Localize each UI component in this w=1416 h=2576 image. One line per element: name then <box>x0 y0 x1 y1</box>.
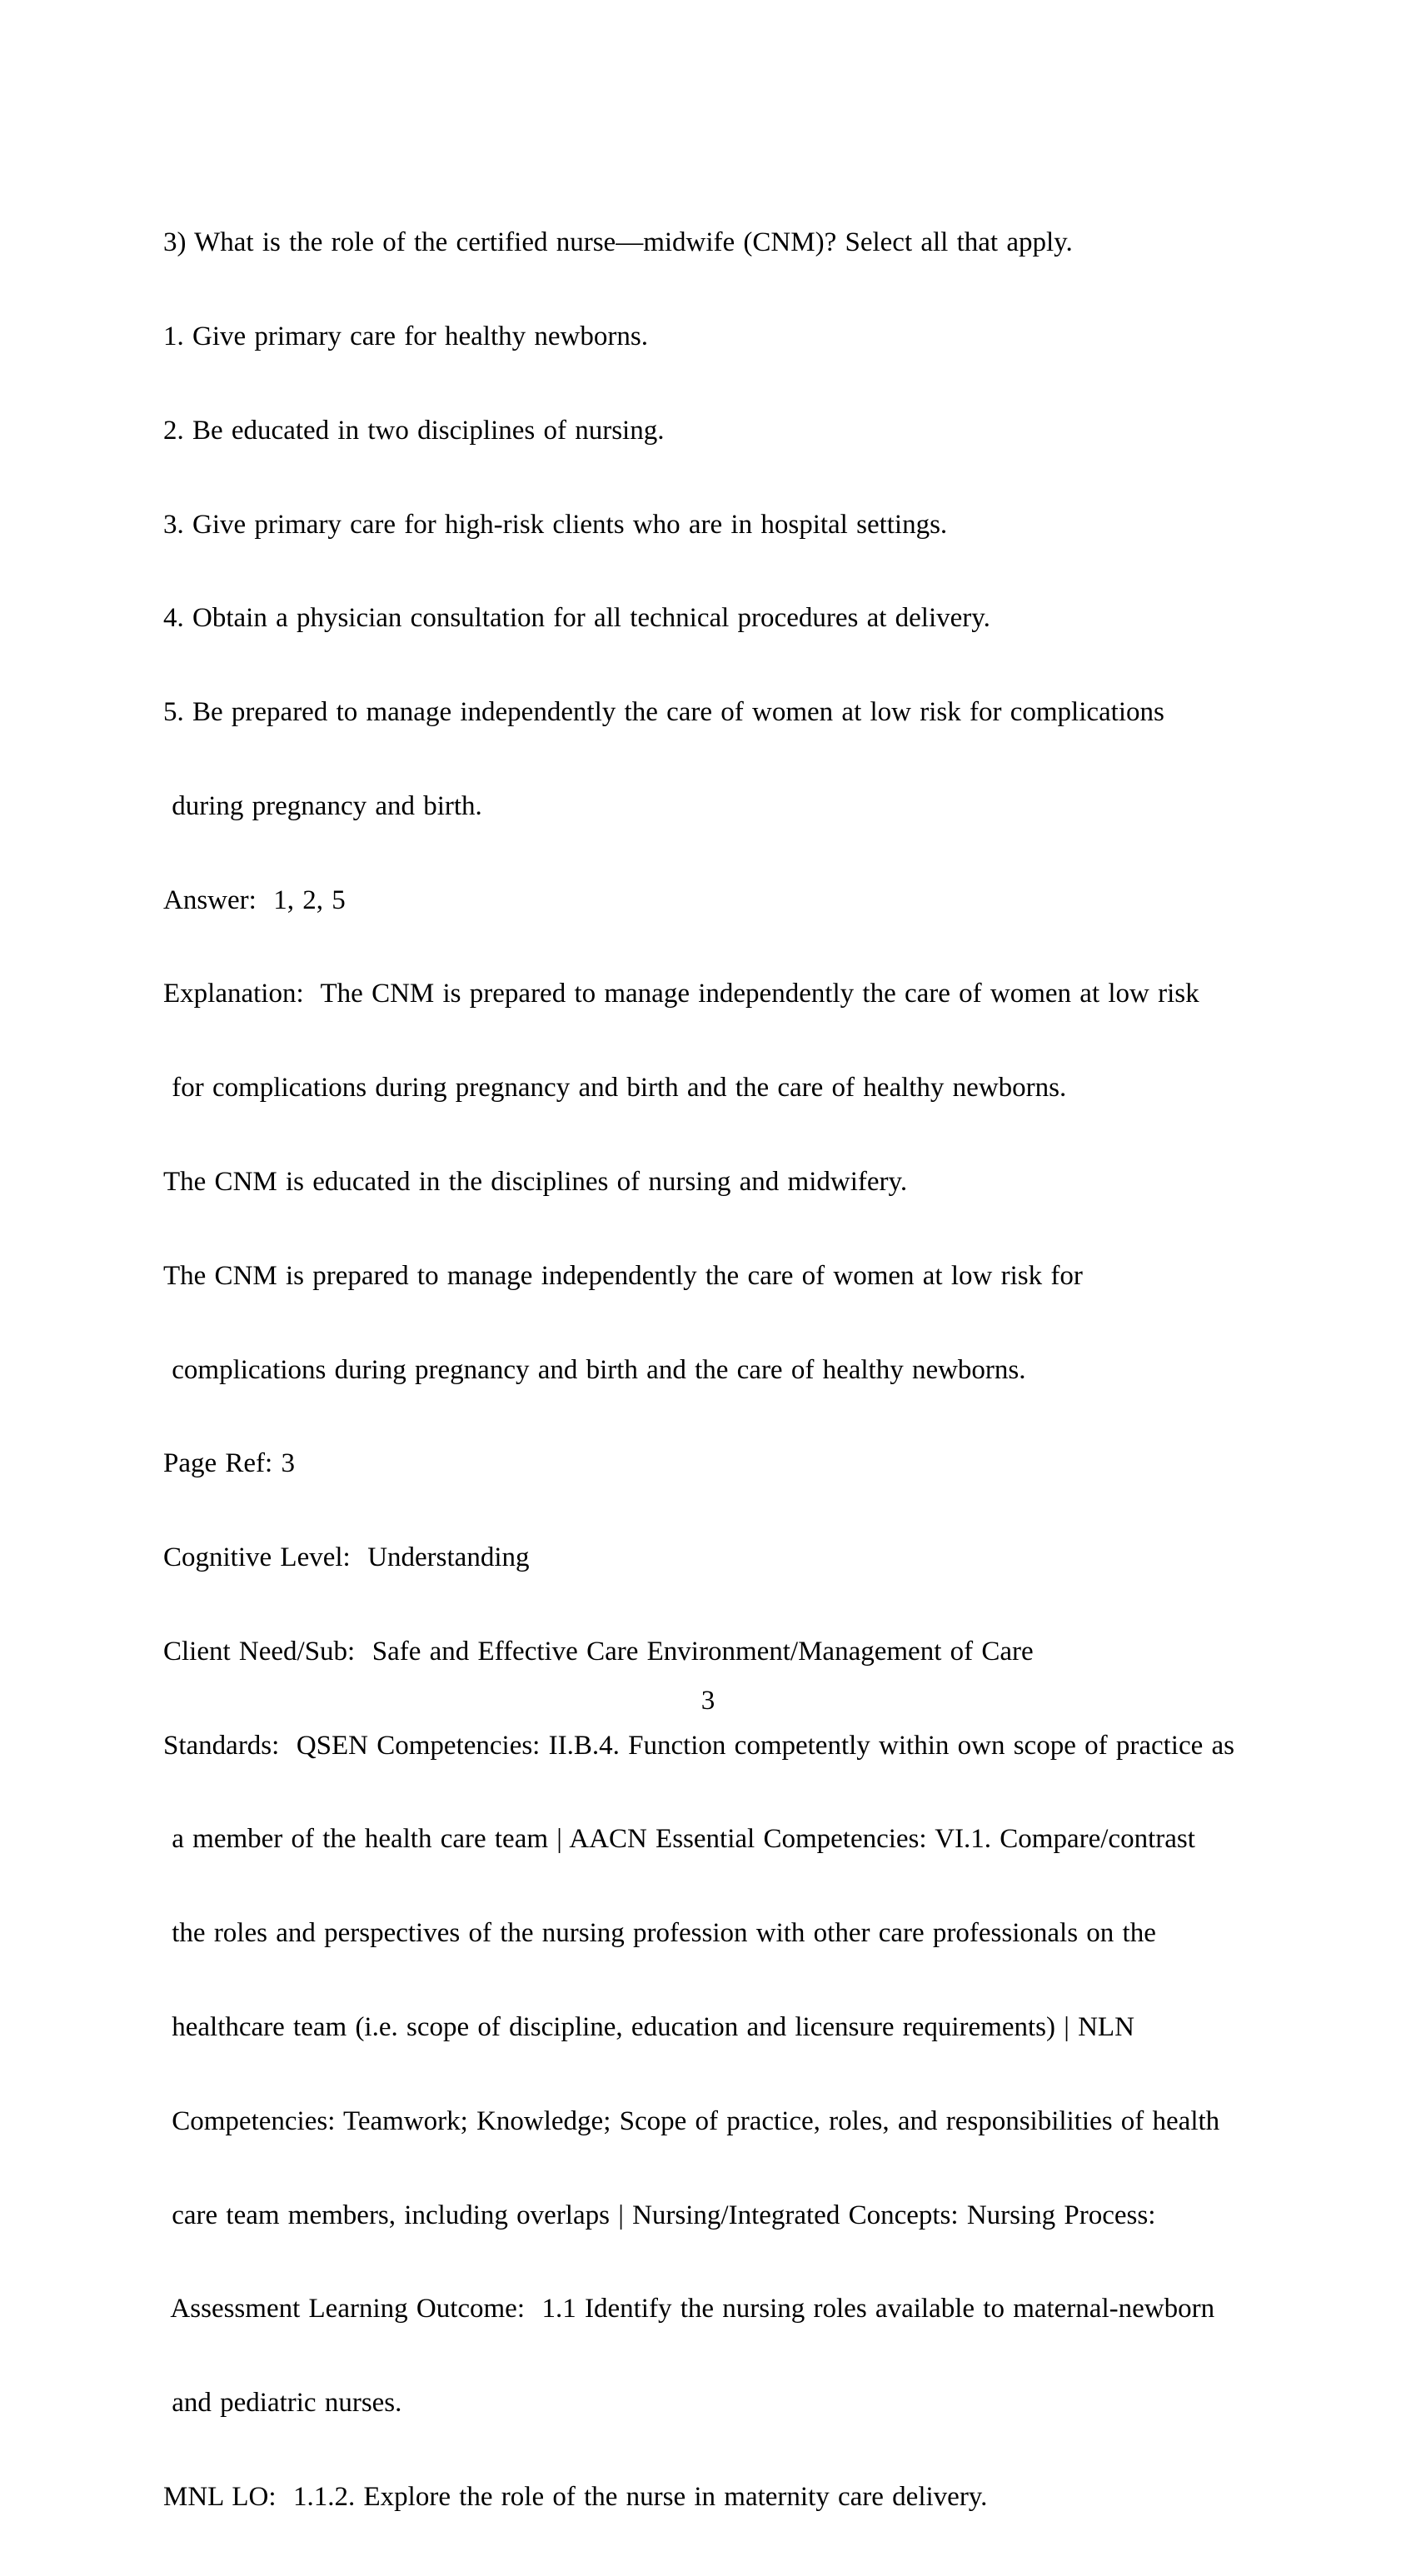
cognitive-level-line: Cognitive Level: Understanding <box>163 1542 530 1573</box>
page-number: 3 <box>701 1686 715 1716</box>
option-line: 3. Give primary care for high-risk clients who are in hospital settings. <box>163 509 948 540</box>
learning-outcome-line: and pediatric nurses. <box>163 2388 402 2419</box>
option-line: 2. Be educated in two disciplines of nursing. <box>163 415 665 446</box>
standards-line: healthcare team (i.e. scope of discipline, education and licensure requirements) | NLN <box>163 2012 1134 2043</box>
standards-line: the roles and perspectives of the nursing profession with other care professionals on the <box>163 1918 1156 1949</box>
explanation-line: The CNM is prepared to manage independently the care of women at low risk for <box>163 1260 1083 1291</box>
explanation-line: The CNM is educated in the disciplines of nursing and midwifery. <box>163 1167 908 1197</box>
learning-outcome-line: Assessment Learning Outcome: 1.1 Identify the nursing roles available to maternal-newborn <box>163 2294 1215 2324</box>
explanation-line: for complications during pregnancy and birth and the care of healthy newborns. <box>163 1073 1067 1104</box>
standards-line: a member of the health care team | AACN Essential Competencies: VI.1. Compare/contrast <box>163 1824 1195 1855</box>
standards-line: Competencies: Teamwork; Knowledge; Scope of practice, roles, and responsibilities of health <box>163 2105 1220 2136</box>
option-line: 4. Obtain a physician consultation for all technical procedures at delivery. <box>163 603 990 634</box>
option-line: 5. Be prepared to manage independently the care of women at low risk for complications <box>163 697 1164 728</box>
explanation-line: complications during pregnancy and birth and the care of healthy newborns. <box>163 1354 1026 1385</box>
mnl-lo-line: MNL LO: 1.1.2. Explore the role of the nurse in maternity care delivery. <box>163 2481 988 2512</box>
option-line: 1. Give primary care for healthy newborns. <box>163 321 648 351</box>
answer-line: Answer: 1, 2, 5 <box>163 884 346 915</box>
question-stem-line: 3) What is the role of the certified nurse—midwife (CNM)? Select all that apply. <box>163 227 1073 258</box>
question-text-block <box>163 165 1379 2576</box>
standards-line: care team members, including overlaps | Nursing/Integrated Concepts: Nursing Process: <box>163 2200 1156 2230</box>
page-ref-line: Page Ref: 3 <box>163 1448 295 1479</box>
client-need-line: Client Need/Sub: Safe and Effective Care Environment/Management of Care <box>163 1636 1034 1667</box>
explanation-line: Explanation: The CNM is prepared to manage independently the care of women at low risk <box>163 979 1199 1009</box>
option-line-continuation: during pregnancy and birth. <box>163 790 482 821</box>
standards-line: Standards: QSEN Competencies: II.B.4. Function competently within own scope of practice as <box>163 1730 1234 1761</box>
